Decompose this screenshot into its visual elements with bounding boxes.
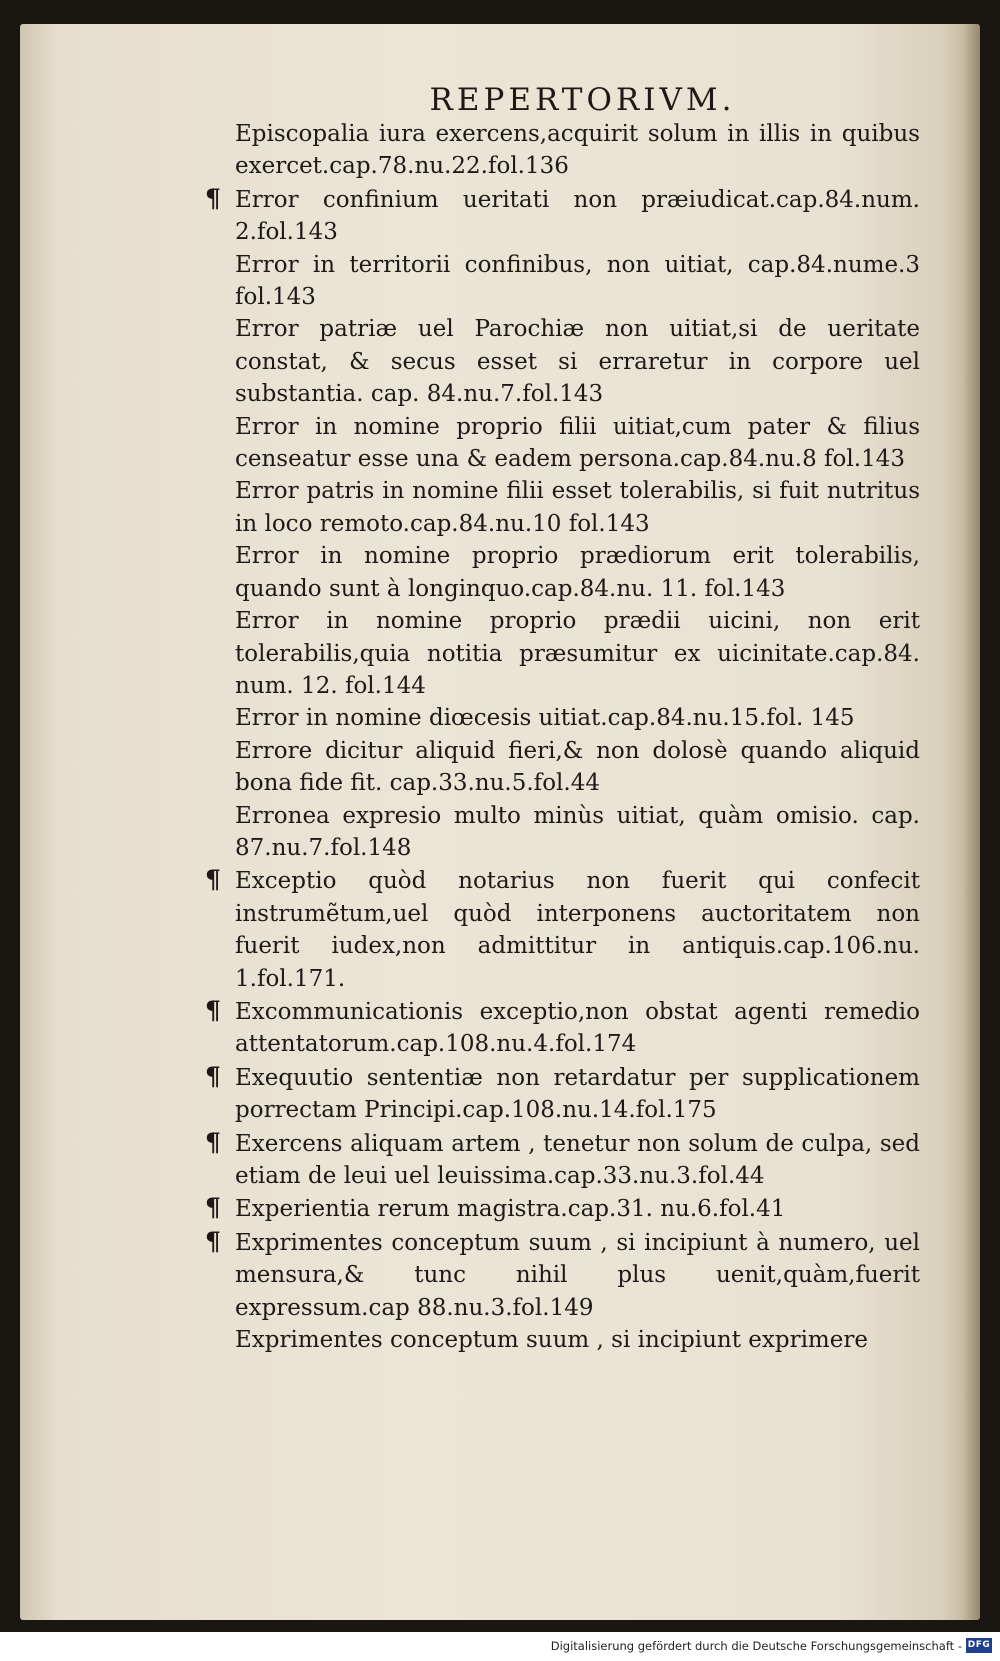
pilcrow-mark: ¶ [205,1193,221,1223]
entry-text: Episcopalia iura exercens,acquirit solum in illis in quibus exercet.cap.78.nu.22.fol.136 [235,121,920,180]
dfg-logo[interactable]: DFG [966,1638,992,1653]
page-heading: REPERTORIVM. [429,82,736,118]
entry-text: Experientia rerum magistra.cap.31. nu.6.fol.41 [235,1196,786,1223]
index-entry [205,605,920,702]
index-entry [205,183,920,249]
index-entry [205,313,920,410]
entry-text: Exequutio sententiæ non retardatur per supplicationem porrectam Principi.cap.108.nu.14.fol.175 [235,1064,920,1124]
pilcrow-mark: ¶ [205,865,221,895]
entry-text: Error in territorii confinibus, non uitiat, cap.84.nume.3 fol.143 [235,251,920,311]
index-entry [205,411,920,476]
entry-text: Error confinium ueritati non præiudicat.cap.84.num. 2.fol.143 [235,186,920,246]
entry-text: Error in nomine proprio prædii uicini, non erit tolerabilis,quia notitia præsumitur ex uicinitate.cap.84. num. 12. fol.144 [235,608,920,699]
entry-text: Error in nomine proprio prædiorum erit tolerabilis, quando sunt à longinquo.cap.84.nu. 11. fol.143 [235,543,920,602]
index-entry [205,249,920,314]
index-entry [205,1324,920,1356]
index-entry [205,800,920,865]
footer-bar [0,1632,1000,1661]
page-edge-shadow [962,24,980,1620]
entry-text: Excommunicationis exceptio,non obstat agenti remedio attentatorum.cap.108.nu.4.fol.174 [235,998,920,1058]
pilcrow-mark: ¶ [205,1226,221,1256]
index-entry [205,702,920,734]
pilcrow-mark: ¶ [205,995,221,1025]
index-entry [205,540,920,605]
index-entry [205,1226,920,1324]
entry-text: Error patris in nomine filii esset tolerabilis, si fuit nutritus in loco remoto.cap.84.nu.10 fol.143 [235,478,920,537]
entry-text: Errore dicitur aliquid fieri,& non dolosè quando aliquid bona fide fit. cap.33.nu.5.fol.44 [235,737,920,797]
entry-text: Exceptio quòd notarius non fuerit qui confecit instrumẽtum,uel quòd interponens auctoritatem non fuerit iudex,non admittitur in antiquis.cap.106.nu. 1.fol.171. [235,868,920,992]
entry-text: Error in nomine diœcesis uitiat.cap.84.nu.15.fol. 145 [235,705,855,732]
entry-text: Exprimentes conceptum suum , si incipiunt exprimere [235,1327,868,1354]
entry-text: Exprimentes conceptum suum , si incipiunt à numero, uel mensura,& tunc nihil plus uenit,quàm,fuerit expressum.cap 88.nu.3.fol.149 [235,1229,920,1321]
index-entry [205,1127,920,1193]
index-entry [205,864,920,995]
index-entry [205,1061,920,1127]
index-entry [205,995,920,1061]
page-text [205,80,920,1356]
pilcrow-mark: ¶ [205,1127,221,1157]
index-entry [205,735,920,800]
index-entry [205,1192,920,1225]
entry-text: Erronea expresio multo minùs uitiat, quàm omisio. cap. 87.nu.7.fol.148 [235,802,920,861]
funding-credit: Digitalisierung gefördert durch die Deutsche Forschungsgemeinschaft - [550,1639,962,1653]
entry-text: Error in nomine proprio filii uitiat,cum pater & filius censeatur esse una & eadem persona.cap.84.nu.8 fol.143 [235,413,920,473]
pilcrow-mark: ¶ [205,183,221,213]
index-entry [205,475,920,540]
pilcrow-mark: ¶ [205,1061,221,1091]
entry-text: Error patriæ uel Parochiæ non uitiat,si de ueritate constat, & secus esset si erraretur in corpore uel substantia. cap. 84.nu.7.fol.143 [235,316,920,408]
index-entry [205,118,920,183]
entry-text: Exercens aliquam artem , tenetur non solum de culpa, sed etiam de leui uel leuissima.cap.33.nu.3.fol.44 [235,1130,920,1189]
